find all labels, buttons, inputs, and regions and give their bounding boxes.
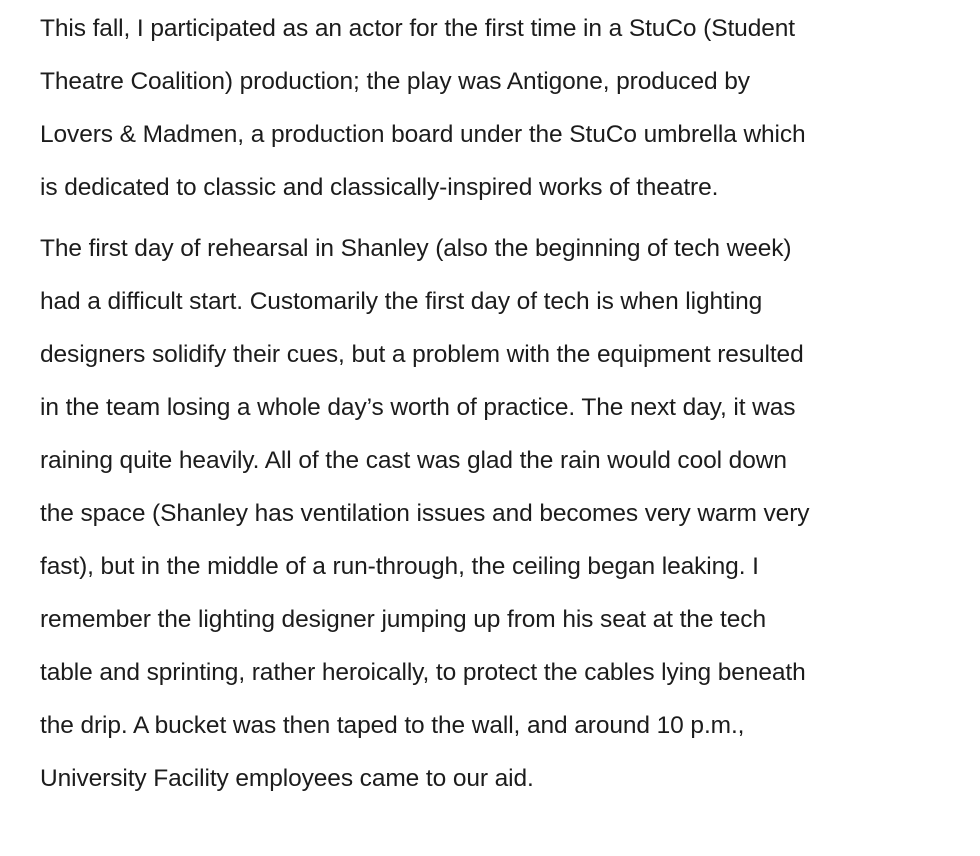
text-line: in the team losing a whole day’s worth of practice. The next day, it was (40, 394, 796, 421)
text-line: The first day of rehearsal in Shanley (also the beginning of tech week) (40, 235, 792, 262)
text-line: had a difficult start. Customarily the first day of tech is when lighting (40, 288, 763, 315)
text-line: fast), but in the middle of a run-through, the ceiling began leaking. I (40, 553, 759, 580)
text-line: the drip. A bucket was then taped to the wall, and around 10 p.m., (40, 712, 745, 739)
text-line: designers solidify their cues, but a problem with the equipment resulted (40, 341, 804, 368)
paragraph-intro (40, 2, 960, 214)
text-line: raining quite heavily. All of the cast was glad the rain would cool down (40, 447, 787, 474)
text-line: Theatre Coalition) production; the play was Antigone, produced by (40, 68, 750, 95)
text-line: Lovers & Madmen, a production board under the StuCo umbrella which (40, 121, 806, 148)
text-line: is dedicated to classic and classically-inspired works of theatre. (40, 174, 719, 201)
text-line: the space (Shanley has ventilation issues and becomes very warm very (40, 500, 810, 527)
text-line: table and sprinting, rather heroically, to protect the cables lying beneath (40, 659, 806, 686)
text-line: University Facility employees came to our aid. (40, 765, 534, 792)
text-line: remember the lighting designer jumping up from his seat at the tech (40, 606, 766, 633)
paragraph-rehearsal (40, 222, 960, 805)
article-body (40, 2, 960, 813)
text-line: This fall, I participated as an actor for the first time in a StuCo (Student (40, 15, 795, 42)
